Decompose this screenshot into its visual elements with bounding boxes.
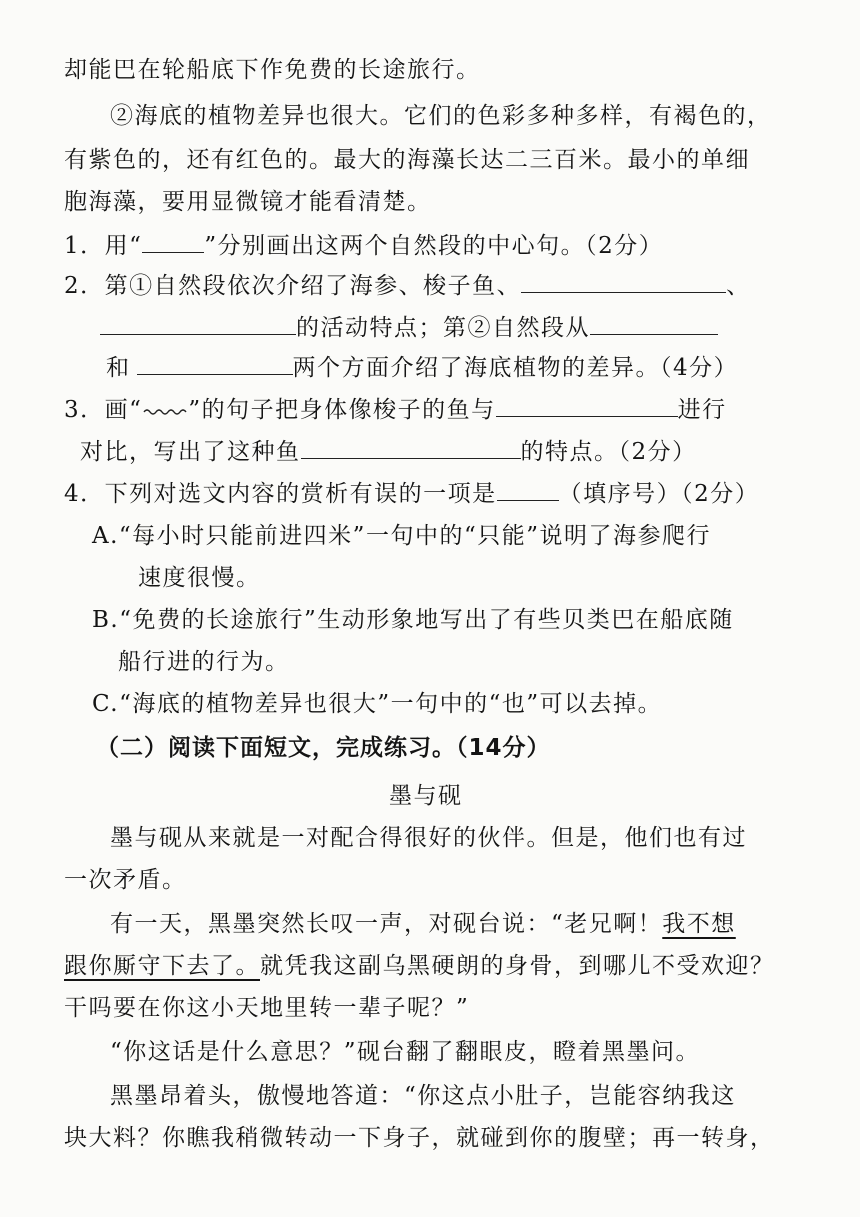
text-line: 却能巴在轮船底下作免费的长途旅行。 (64, 57, 481, 83)
q3-text: ”的句子把身体像梭子的鱼与 (188, 397, 496, 423)
text-span: 就凭我这副乌黑硬朗的身骨，到哪儿不受欢迎？ (260, 953, 775, 979)
text-line: 墨与砚从来就是一对配合得很好的伙伴。但是，他们也有过 (110, 825, 747, 851)
q4-blank[interactable] (497, 478, 559, 501)
q2-blank-3[interactable] (590, 312, 718, 335)
underlined-text: 我不想 (662, 911, 736, 937)
question-2-line3 (106, 352, 738, 384)
text-line: 块大料？你瞧我稍微转动一下身子，就碰到你的腹壁；再一转身， (64, 1125, 775, 1151)
q3-text-4: 的特点。（2分） (520, 439, 697, 465)
text-line: 黑墨昂着头，傲慢地答道：“你这点小肚子，岂能容纳我这 (110, 1083, 736, 1109)
option-b: B.“免费的长途旅行”生动形象地写出了有些贝类巴在船底随 (92, 607, 734, 633)
text-span: 有一天，黑墨突然长叹一声，对砚台说：“老兄啊！ (110, 911, 663, 937)
text-line: “你这话是什么意思？”砚台翻了翻眼皮，瞪着黑墨问。 (110, 1039, 701, 1065)
text-line: ②海底的植物差异也很大。它们的色彩多种多样，有褐色的， (110, 103, 772, 129)
q1-suffix: ”分别画出这两个自然段的中心句。（2分） (204, 233, 664, 259)
text-line: 有紫色的，还有红色的。最大的海藻长达二三百米。最小的单细 (64, 147, 750, 173)
text-line (110, 908, 736, 940)
wavy-line-icon (142, 395, 188, 417)
section-heading: （二）阅读下面短文，完成练习。（14分） (96, 735, 551, 761)
q3-text-3: 对比，写出了这种鱼 (80, 439, 301, 465)
q4-text-2: （填序号）（2分） (558, 481, 760, 507)
text-line: 干吗要在你这小天地里转一辈子呢？” (64, 995, 470, 1021)
q2-text-2: 的活动特点；第②自然段从 (296, 315, 590, 341)
q3-prefix: 3．画“ (64, 397, 143, 423)
q2-text-3: 两个方面介绍了海底植物的差异。（4分） (292, 355, 739, 381)
option-c: C.“海底的植物差异也很大”一句中的“也”可以去掉。 (92, 691, 663, 717)
q2-text: 2．第①自然段依次介绍了海参、梭子鱼、 (64, 273, 522, 299)
q2-comma: 、 (726, 273, 751, 299)
story-title: 墨与砚 (389, 783, 463, 809)
text-line (64, 950, 775, 982)
option-b-cont: 船行进的行为。 (118, 649, 290, 675)
question-3 (64, 394, 727, 426)
q4-text: 4．下列对选文内容的赏析有误的一项是 (64, 481, 497, 507)
question-1 (64, 230, 663, 262)
option-a-cont: 速度很慢。 (138, 565, 261, 591)
q3-text-2: 进行 (677, 397, 727, 423)
text-line: 胞海藻，要用显微镜才能看清楚。 (64, 189, 432, 215)
q3-blank-2[interactable] (301, 436, 521, 459)
q2-blank-1[interactable] (521, 270, 726, 293)
option-a: A.“每小时只能前进四米”一句中的“只能”说明了海参爬行 (92, 523, 711, 549)
q3-blank-1[interactable] (496, 394, 678, 417)
q1-blank[interactable] (142, 230, 204, 253)
question-2-line2 (100, 312, 718, 344)
q1-prefix: 1．用“ (64, 233, 143, 259)
question-3-line2 (80, 436, 697, 468)
text-line: 一次矛盾。 (64, 867, 187, 893)
q2-and: 和 (106, 355, 131, 381)
question-4 (64, 478, 759, 510)
question-2 (64, 270, 751, 302)
q2-blank-4[interactable] (137, 352, 293, 375)
q2-blank-2[interactable] (100, 312, 296, 335)
underlined-text: 跟你厮守下去了。 (64, 953, 260, 979)
